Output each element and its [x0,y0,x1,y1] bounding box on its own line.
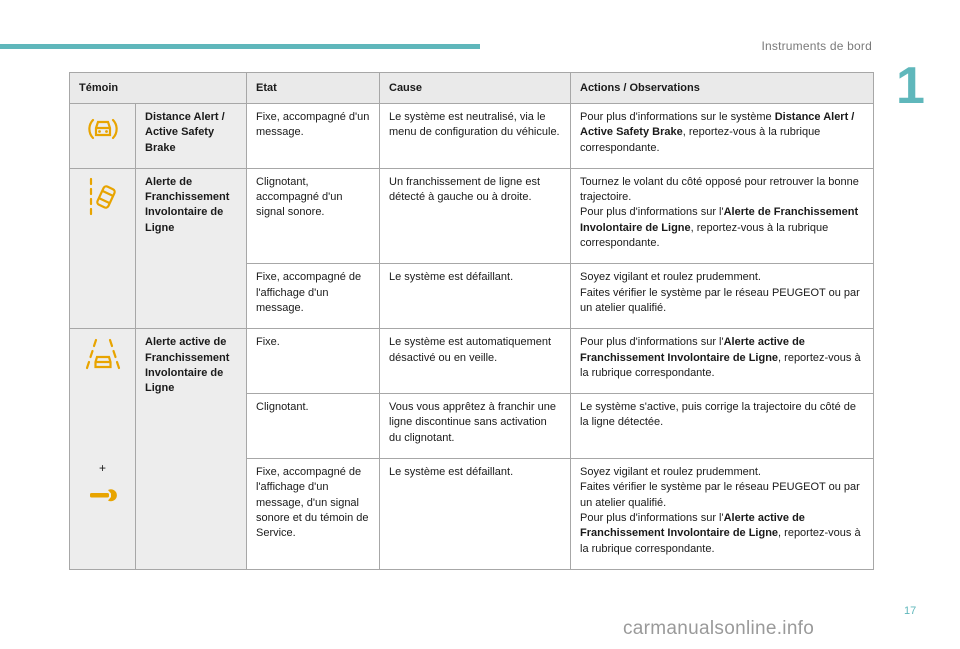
light-name: Distance Alert / Active Safety Brake [136,104,247,169]
action-text: , reportez-vous à la rubrique correspondante. [580,351,861,379]
icon-cell [70,104,136,169]
lane-keeping-assist-icon [74,337,131,371]
etat-cell: Clignotant. [247,394,380,459]
action-cell [571,168,874,263]
cause-cell: Le système est neutralisé, via le menu de configuration du véhicule. [380,104,571,169]
header-cause: Cause [380,73,571,104]
section-title: Instruments de bord [761,39,872,53]
cause-cell: Le système est automatiquement désactivé ou en veille. [380,329,571,394]
etat-cell: Fixe, accompagné d'un message. [247,104,380,169]
action-bold: Alerte active de Franchissement Involontaire de Ligne [580,511,805,540]
light-name: Alerte de Franchissement Involontaire de Ligne [136,168,247,328]
action-cell: Le système s'active, puis corrige la trajectoire du côté de la ligne détectée. [571,394,874,459]
action-cell [571,104,874,169]
action-text: Soyez vigilant et roulez prudemment. [580,271,761,284]
action-bold: Alerte active de Franchissement Involontaire de Ligne [580,336,805,364]
cause-cell: Le système est défaillant. [380,264,571,329]
action-text: , reportez-vous à la rubrique correspondante. [580,221,829,250]
action-text: Faites vérifier le système par le réseau PEUGEOT ou par un atelier qualifié. [580,286,860,314]
table-row [70,168,874,263]
action-cell [571,264,874,329]
header-actions: Actions / Observations [571,73,874,104]
header-etat: Etat [247,73,380,104]
action-text: Pour plus d'informations sur l' [580,511,724,524]
etat-cell: Clignotant, accompagné d'un signal sonore. [247,168,380,263]
action-cell [571,329,874,394]
header-accent-bar [0,44,480,49]
action-cell [571,459,874,570]
plus-sign: + [98,461,106,476]
table-row [70,329,874,394]
etat-cell: Fixe, accompagné de l'affichage d'un message. [247,264,380,329]
action-text: Pour plus d'informations sur l' [580,206,724,219]
lane-departure-warning-icon [74,177,131,217]
table-row [70,104,874,169]
icon-cell [70,329,136,570]
page-number: 17 [904,605,917,617]
action-text: Faites vérifier le système par le réseau PEUGEOT ou par un atelier qualifié. [580,481,860,509]
cause-cell: Vous vous apprêtez à franchir une ligne discontinue sans activation du clignotant. [380,394,571,459]
cause-cell: Un franchissement de ligne est détecté à gauche ou à droite. [380,168,571,263]
action-bold: Alerte de Franchissement Involontaire de Ligne [580,206,859,234]
etat-cell: Fixe, accompagné de l'affichage d'un message, d'un signal sonore et du témoin de Service. [247,459,380,570]
action-text: Tournez le volant du côté opposé pour retrouver la bonne trajectoire. [580,175,859,204]
light-name: Alerte active de Franchissement Involontaire de Ligne [136,329,247,570]
header-temoin: Témoin [70,73,247,104]
etat-cell: Fixe. [247,329,380,394]
action-bold: Distance Alert / Active Safety Brake [580,111,855,139]
distance-alert-icon [74,112,131,146]
watermark: carmanualsonline.info [623,618,815,639]
cause-cell: Le système est défaillant. [380,459,571,570]
icon-cell [70,168,136,328]
action-text: Pour plus d'informations sur l' [580,336,724,349]
action-text: , reportez-vous à la rubrique correspondante. [580,527,861,555]
action-text: Pour plus d'informations sur le système [580,111,775,123]
warning-lights-table [69,72,874,570]
service-wrench-icon [74,487,131,503]
action-text: Soyez vigilant et roulez prudemment. [580,466,761,479]
table-header-row [70,73,874,104]
action-text: , reportez-vous à la rubrique correspondante. [580,126,821,154]
chapter-number: 1 [896,57,925,115]
